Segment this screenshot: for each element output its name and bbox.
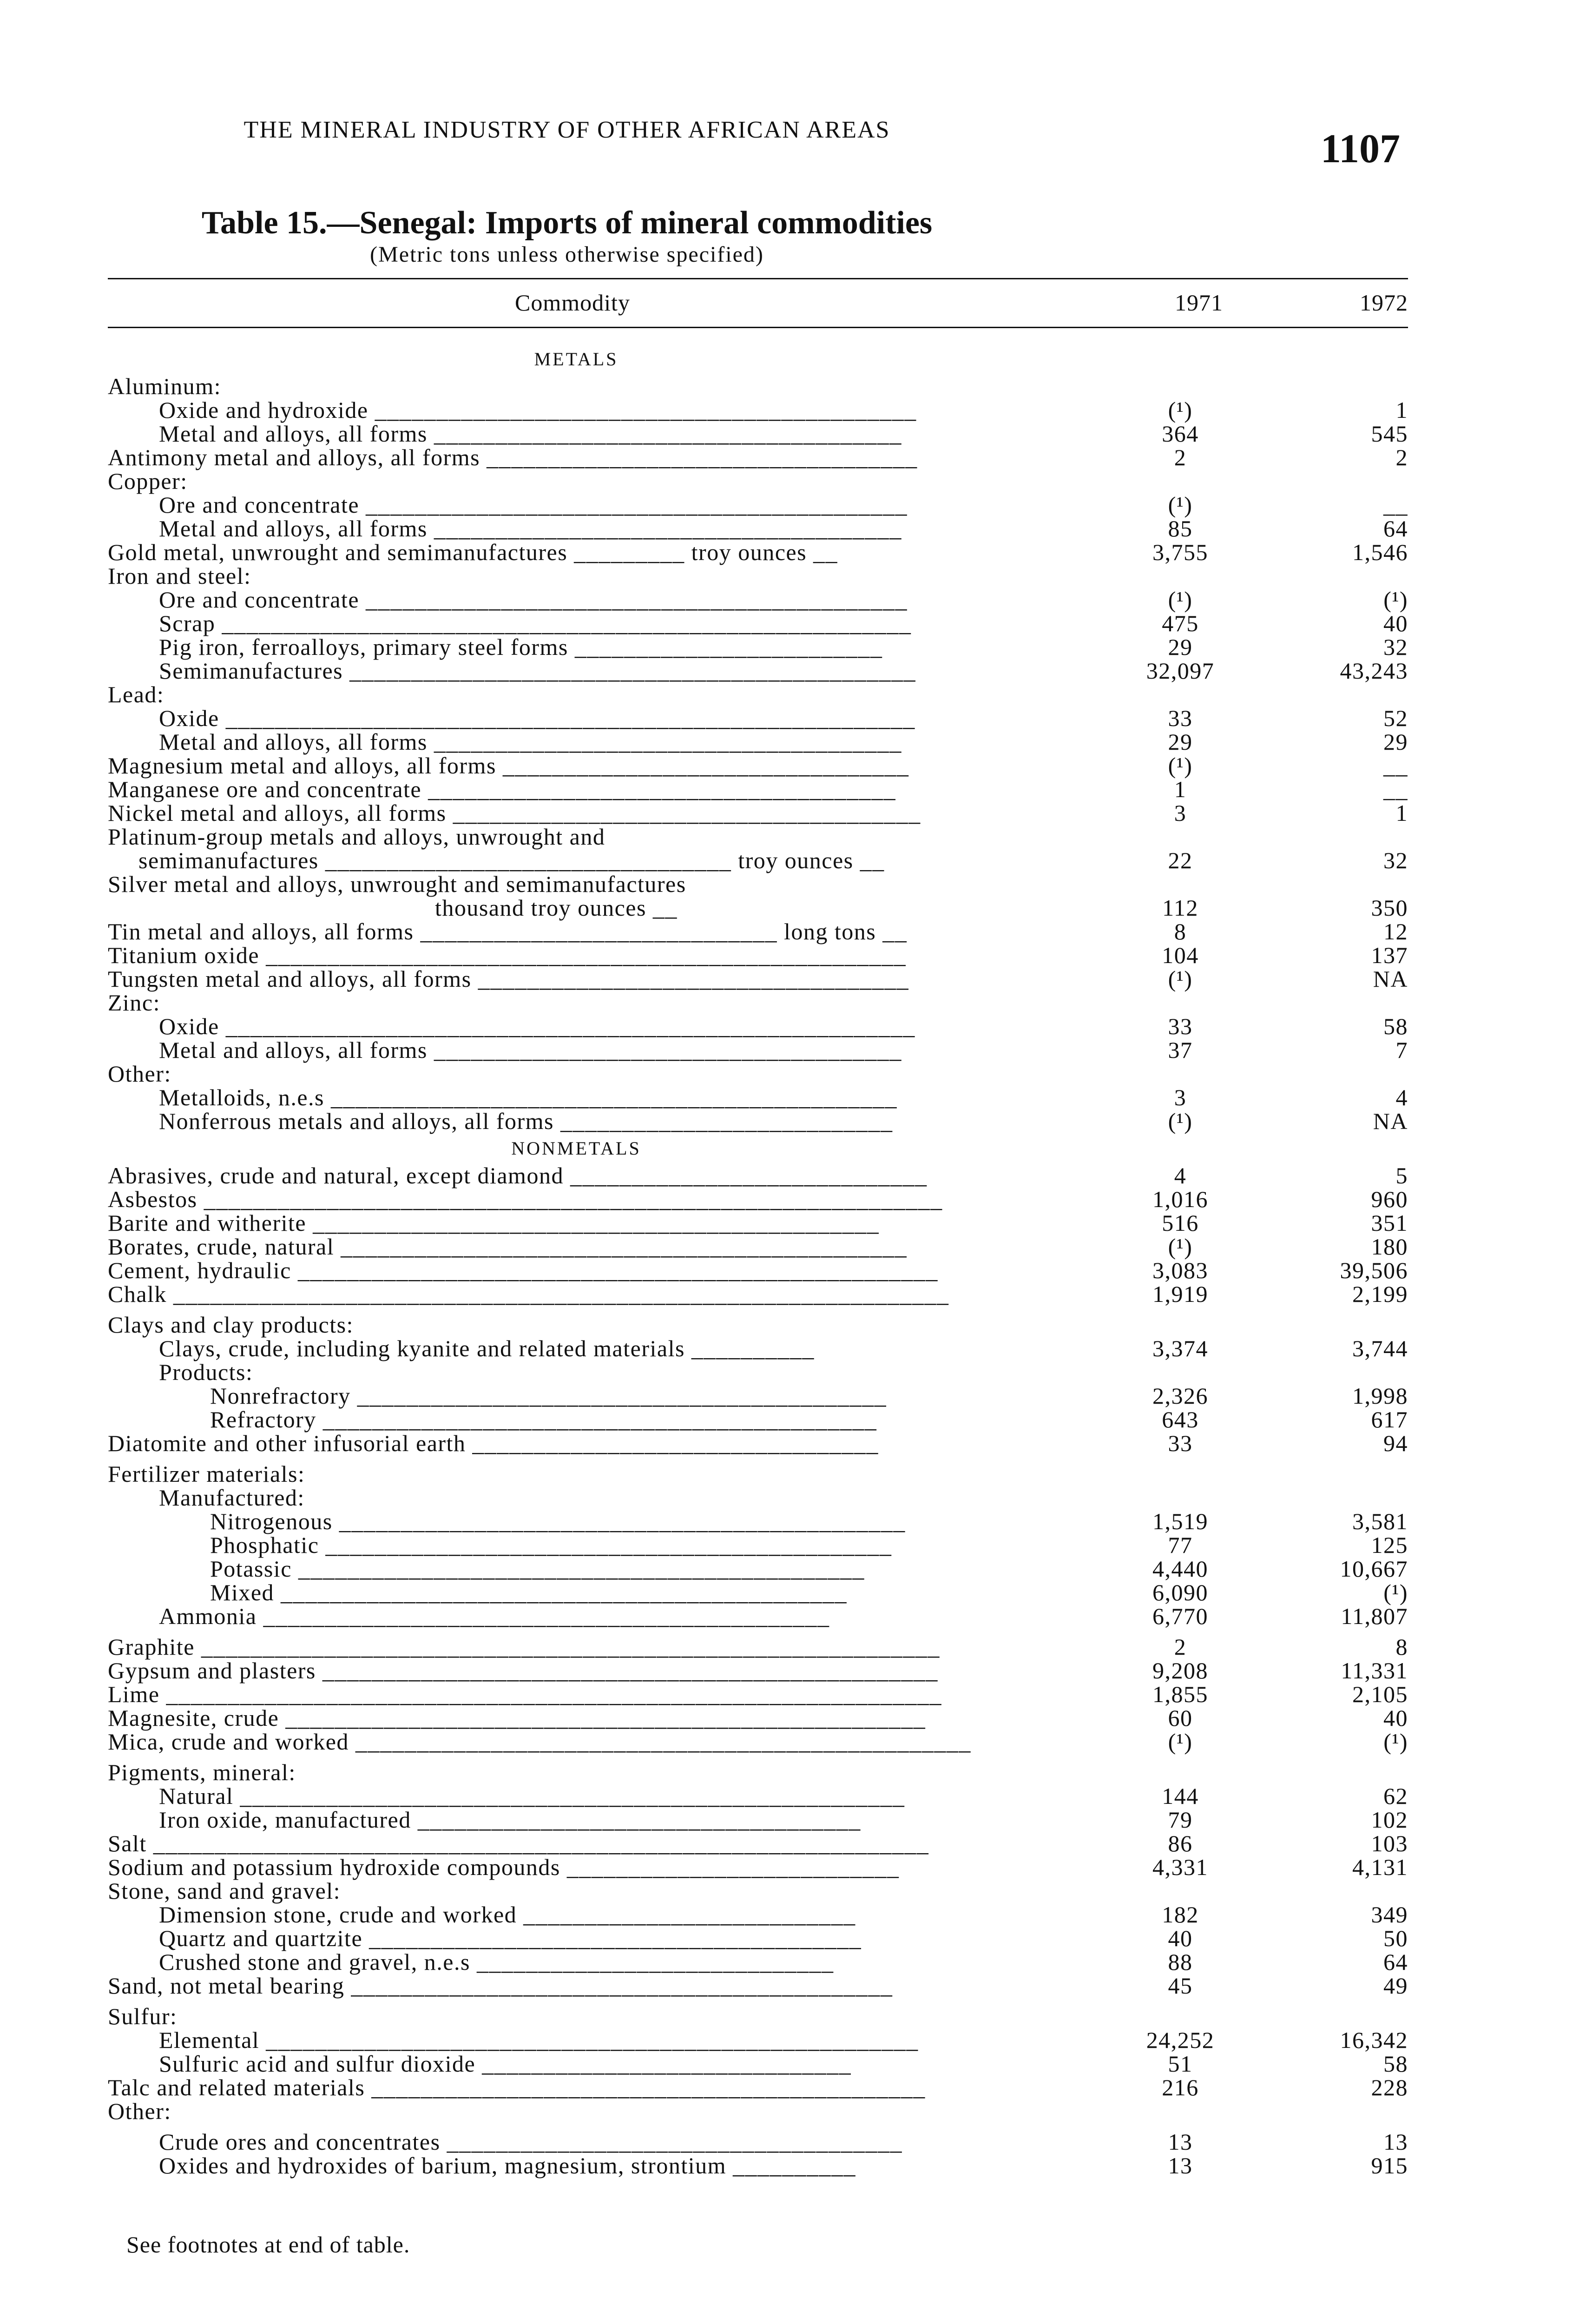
table-row [0, 1832, 1586, 1855]
value-1972: 64 [1383, 515, 1408, 541]
value-1971: 1,919 [1152, 1281, 1208, 1307]
section-heading [0, 344, 1586, 375]
commodity-label: Magnesium metal and alloys, all forms _________________________________ [108, 753, 909, 779]
row-spacer [0, 1998, 1586, 2005]
value-1972: 545 [1371, 421, 1408, 447]
value-1971: 2,326 [1152, 1383, 1208, 1409]
value-1972: (¹) [1383, 1579, 1408, 1605]
value-1971: 516 [1162, 1210, 1199, 1236]
commodity-label: Nickel metal and alloys, all forms ______________________________________ [108, 800, 921, 826]
table-row [0, 1533, 1586, 1557]
value-1971: (¹) [1168, 397, 1193, 423]
value-1971: 3 [1174, 1084, 1187, 1110]
commodity-label: Salt _______________________________________________________________ [108, 1830, 929, 1856]
value-1972: 11,807 [1341, 1603, 1408, 1629]
value-1971: 33 [1168, 1430, 1193, 1456]
value-1972: 617 [1371, 1406, 1408, 1433]
commodity-label: Metal and alloys, all forms ______________________________________ [159, 515, 902, 541]
value-1971: 4,440 [1152, 1556, 1208, 1582]
table-row [0, 1360, 1586, 1384]
value-1971: 51 [1168, 2051, 1193, 2077]
section-heading-label: METALS [534, 349, 619, 370]
value-1971: 3,374 [1152, 1335, 1208, 1361]
value-1971: 4 [1174, 1162, 1187, 1188]
commodity-label: Phosphatic ______________________________________________ [210, 1532, 892, 1558]
value-1972: NA [1373, 1108, 1408, 1134]
value-1972: 62 [1383, 1783, 1408, 1809]
commodity-label: Diatomite and other infusorial earth _________________________________ [108, 1430, 879, 1456]
commodity-label: Pigments, mineral: [108, 1759, 296, 1785]
table-row [0, 1808, 1586, 1832]
value-1972: 39,506 [1340, 1257, 1408, 1283]
table-row [0, 1730, 1586, 1754]
table-row [0, 635, 1586, 659]
value-1972: 7 [1395, 1037, 1408, 1063]
value-1972: __ [1383, 776, 1408, 802]
table-row [0, 1211, 1586, 1235]
value-1971: 144 [1162, 1783, 1199, 1809]
commodity-label: Sand, not metal bearing ____________________________________________ [108, 1973, 893, 1999]
value-1972: 40 [1383, 1705, 1408, 1731]
table-row [0, 1164, 1586, 1188]
table-row [0, 1313, 1586, 1337]
value-1971: 33 [1168, 1013, 1193, 1039]
commodity-label: thousand troy ounces __ [435, 895, 678, 921]
value-1971: 2 [1174, 1634, 1187, 1660]
commodity-label: Other: [108, 1061, 171, 1087]
commodity-label: Zinc: [108, 990, 161, 1016]
value-1971: 77 [1168, 1532, 1193, 1558]
table-row [0, 944, 1586, 967]
table-row [0, 991, 1586, 1015]
value-1972: 2,199 [1352, 1281, 1408, 1307]
commodity-label: Other: [108, 2098, 171, 2124]
value-1972: 49 [1383, 1973, 1408, 1999]
commodity-label: Iron and steel: [108, 563, 251, 589]
commodity-label: Quartz and quartzite ________________________________________ [159, 1925, 862, 1951]
value-1972: 58 [1383, 2051, 1408, 2077]
value-1971: 4,331 [1152, 1854, 1208, 1880]
commodity-label: Titanium oxide ____________________________________________________ [108, 942, 907, 968]
table-row [0, 778, 1586, 801]
value-1971: 22 [1168, 847, 1193, 873]
commodity-label: Ore and concentrate ____________________________________________ [159, 587, 908, 613]
table-row [0, 2076, 1586, 2100]
value-1972: 16,342 [1340, 2027, 1408, 2053]
value-1972: 10,667 [1340, 1556, 1408, 1582]
value-1971: 1 [1174, 776, 1187, 802]
value-1971: 29 [1168, 634, 1193, 660]
table-row [0, 564, 1586, 588]
value-1972: 180 [1371, 1234, 1408, 1260]
value-1972: 351 [1371, 1210, 1408, 1236]
table-row [0, 517, 1586, 541]
commodity-label: Tin metal and alloys, all forms _____________________________ long tons __ [108, 918, 908, 944]
commodity-label: Graphite ____________________________________________________________ [108, 1634, 940, 1660]
table-row [0, 1761, 1586, 1784]
column-header-commodity: Commodity [515, 290, 630, 316]
commodity-label: Metal and alloys, all forms ______________________________________ [159, 1037, 902, 1063]
table-row [0, 1038, 1586, 1062]
value-1972: 1 [1395, 397, 1408, 423]
table-row [0, 706, 1586, 730]
commodity-label: Ammonia ______________________________________________ [159, 1603, 830, 1629]
value-1971: 3,083 [1152, 1257, 1208, 1283]
section-heading-label: NONMETALS [511, 1138, 641, 1159]
table-row [0, 1086, 1586, 1109]
commodity-label: Borates, crude, natural ______________________________________________ [108, 1234, 908, 1260]
commodity-label: Lime _______________________________________________________________ [108, 1681, 942, 1707]
value-1971: 182 [1162, 1901, 1199, 1928]
commodity-label: semimanufactures _________________________________ troy ounces __ [138, 847, 885, 873]
value-1971: 13 [1168, 2152, 1193, 2179]
value-1972: 350 [1371, 895, 1408, 921]
table-row [0, 2052, 1586, 2076]
commodity-label: Manganese ore and concentrate ______________________________________ [108, 776, 896, 802]
value-1971: 79 [1168, 1807, 1193, 1833]
commodity-label: Nitrogenous ______________________________________________ [210, 1508, 906, 1534]
table-body [0, 344, 1586, 2178]
commodity-label: Abrasives, crude and natural, except diamond _____________________________ [108, 1162, 928, 1188]
table-header-rule [108, 327, 1408, 328]
commodity-label: Fertilizer materials: [108, 1461, 305, 1487]
commodity-label: Crude ores and concentrates _____________________________________ [159, 2129, 903, 2155]
table-row [0, 541, 1586, 564]
value-1972: 915 [1371, 2152, 1408, 2179]
value-1972: NA [1373, 966, 1408, 992]
value-1972: 52 [1383, 705, 1408, 731]
value-1971: (¹) [1168, 492, 1193, 518]
value-1971: 2 [1174, 444, 1187, 470]
commodity-label: Semimanufactures ______________________________________________ [159, 658, 916, 684]
table-row [0, 1109, 1586, 1133]
commodity-label: Clays and clay products: [108, 1312, 354, 1338]
commodity-label: Manufactured: [159, 1485, 305, 1511]
table-row [0, 730, 1586, 754]
table-row [0, 2130, 1586, 2154]
table-row [0, 1432, 1586, 1455]
table-row [0, 1683, 1586, 1706]
commodity-label: Metalloids, n.e.s ______________________________________________ [159, 1084, 898, 1110]
value-1971: 1,016 [1152, 1186, 1208, 1212]
value-1971: 32,097 [1146, 658, 1215, 684]
table-row [0, 2100, 1586, 2123]
footnote: See footnotes at end of table. [126, 2232, 410, 2258]
value-1971: 216 [1162, 2074, 1199, 2100]
commodity-label: Dimension stone, crude and worked ___________________________ [159, 1901, 856, 1928]
value-1971: (¹) [1168, 966, 1193, 992]
commodity-label: Lead: [108, 681, 165, 707]
value-1971: 3,755 [1152, 539, 1208, 565]
value-1971: 13 [1168, 2129, 1193, 2155]
commodity-label: Clays, crude, including kyanite and related materials __________ [159, 1335, 815, 1361]
value-1972: 102 [1371, 1807, 1408, 1833]
table-row [0, 1706, 1586, 1730]
running-head: THE MINERAL INDUSTRY OF OTHER AFRICAN AREAS [243, 117, 890, 143]
value-1972: 50 [1383, 1925, 1408, 1951]
commodity-label: Oxide ________________________________________________________ [159, 1013, 915, 1039]
table-row [0, 1855, 1586, 1879]
table-row [0, 1604, 1586, 1628]
value-1972: (¹) [1383, 1729, 1408, 1755]
value-1972: 29 [1383, 729, 1408, 755]
table-row [0, 612, 1586, 635]
value-1972: 64 [1383, 1949, 1408, 1975]
commodity-label: Silver metal and alloys, unwrought and semimanufactures [108, 871, 686, 897]
commodity-label: Gypsum and plasters __________________________________________________ [108, 1657, 938, 1684]
table-row [0, 2154, 1586, 2178]
value-1972: __ [1383, 753, 1408, 779]
value-1972: 3,744 [1352, 1335, 1408, 1361]
table-row [0, 1259, 1586, 1282]
table-row [0, 1557, 1586, 1581]
value-1972: 228 [1371, 2074, 1408, 2100]
table-row [0, 493, 1586, 517]
value-1972: 4 [1395, 1084, 1408, 1110]
table-top-rule [108, 278, 1408, 279]
table-row [0, 1879, 1586, 1903]
table-row [0, 1927, 1586, 1950]
value-1971: 40 [1168, 1925, 1193, 1951]
commodity-label: Refractory _____________________________________________ [210, 1406, 877, 1433]
table-row [0, 1188, 1586, 1211]
value-1971: 60 [1168, 1705, 1193, 1731]
value-1971: 1,519 [1152, 1508, 1208, 1534]
commodity-label: Sulfuric acid and sulfur dioxide ______________________________ [159, 2051, 852, 2077]
table-row [0, 446, 1586, 469]
commodity-label: Scrap ________________________________________________________ [159, 610, 912, 636]
table-row [0, 872, 1586, 896]
value-1972: (¹) [1383, 587, 1408, 613]
commodity-label: Ore and concentrate ____________________________________________ [159, 492, 908, 518]
value-1971: (¹) [1168, 1729, 1193, 1755]
value-1972: 12 [1383, 918, 1408, 944]
table-row [0, 1015, 1586, 1038]
value-1972: 125 [1371, 1532, 1408, 1558]
commodity-label: Gold metal, unwrought and semimanufactures _________ troy ounces __ [108, 539, 838, 565]
table-row [0, 1581, 1586, 1604]
value-1972: 43,243 [1340, 658, 1408, 684]
table-row [0, 1974, 1586, 1998]
table-row [0, 1659, 1586, 1683]
value-1971: 6,770 [1152, 1603, 1208, 1629]
commodity-label: Barite and witherite ______________________________________________ [108, 1210, 880, 1236]
column-header-1971: 1971 [1175, 290, 1223, 316]
commodity-label: Mica, crude and worked __________________________________________________ [108, 1729, 971, 1755]
table-subtitle: (Metric tons unless otherwise specified) [370, 242, 764, 267]
value-1972: __ [1383, 492, 1408, 518]
value-1971: 3 [1174, 800, 1187, 826]
commodity-label: Talc and related materials _____________________________________________ [108, 2074, 926, 2100]
value-1972: 32 [1383, 847, 1408, 873]
commodity-label: Chalk _______________________________________________________________ [108, 1281, 949, 1307]
value-1972: 1,546 [1352, 539, 1408, 565]
table-row [0, 1408, 1586, 1432]
value-1972: 8 [1395, 1634, 1408, 1660]
commodity-label: Oxide ________________________________________________________ [159, 705, 915, 731]
value-1971: (¹) [1168, 1234, 1193, 1260]
value-1971: 9,208 [1152, 1657, 1208, 1684]
table-row [0, 1950, 1586, 1974]
commodity-label: Nonrefractory ___________________________________________ [210, 1383, 887, 1409]
value-1972: 94 [1383, 1430, 1408, 1456]
commodity-label: Pig iron, ferroalloys, primary steel forms _________________________ [159, 634, 883, 660]
table-row [0, 896, 1586, 920]
table-row [0, 1510, 1586, 1533]
commodity-label: Metal and alloys, all forms ______________________________________ [159, 729, 902, 755]
commodity-label: Metal and alloys, all forms ______________________________________ [159, 421, 902, 447]
table-row [0, 1384, 1586, 1408]
table-row [0, 683, 1586, 706]
table-row [0, 801, 1586, 825]
commodity-label: Potassic ______________________________________________ [210, 1556, 865, 1582]
value-1971: (¹) [1168, 1108, 1193, 1134]
value-1972: 3,581 [1352, 1508, 1408, 1534]
table-row [0, 2028, 1586, 2052]
value-1972: 32 [1383, 634, 1408, 660]
value-1972: 40 [1383, 610, 1408, 636]
commodity-label: Tungsten metal and alloys, all forms ___________________________________ [108, 966, 909, 992]
table-row [0, 1235, 1586, 1259]
value-1971: 37 [1168, 1037, 1193, 1063]
table-row [0, 1462, 1586, 1486]
page-number: 1107 [1320, 126, 1400, 172]
table-row [0, 1635, 1586, 1659]
value-1972: 5 [1395, 1162, 1408, 1188]
table-row [0, 1062, 1586, 1086]
commodity-label: Magnesite, crude ____________________________________________________ [108, 1705, 926, 1731]
table-row [0, 920, 1586, 944]
table-row [0, 1903, 1586, 1927]
value-1971: 643 [1162, 1406, 1199, 1433]
value-1971: 86 [1168, 1830, 1193, 1856]
table-row [0, 849, 1586, 872]
value-1971: 112 [1162, 895, 1198, 921]
commodity-label: Crushed stone and gravel, n.e.s _____________________________ [159, 1949, 834, 1975]
table-row [0, 967, 1586, 991]
commodity-label: Antimony metal and alloys, all forms ___________________________________ [108, 444, 918, 470]
value-1971: 104 [1162, 942, 1199, 968]
value-1971: 88 [1168, 1949, 1193, 1975]
table-row [0, 659, 1586, 683]
table-row [0, 754, 1586, 778]
value-1971: 33 [1168, 705, 1193, 731]
commodity-label: Elemental _____________________________________________________ [159, 2027, 919, 2053]
commodity-label: Sodium and potassium hydroxide compounds ___________________________ [108, 1854, 900, 1880]
table-row [0, 1784, 1586, 1808]
value-1972: 103 [1371, 1830, 1408, 1856]
value-1972: 1,998 [1352, 1383, 1408, 1409]
value-1972: 58 [1383, 1013, 1408, 1039]
value-1972: 349 [1371, 1901, 1408, 1928]
value-1972: 137 [1371, 942, 1408, 968]
value-1971: (¹) [1168, 753, 1193, 779]
table-row [0, 1486, 1586, 1510]
table-row [0, 375, 1586, 398]
table-row [0, 422, 1586, 446]
column-header-1972: 1972 [1360, 290, 1408, 316]
value-1971: 24,252 [1146, 2027, 1215, 2053]
commodity-label: Stone, sand and gravel: [108, 1878, 341, 1904]
table-row [0, 2005, 1586, 2028]
commodity-label: Products: [159, 1359, 253, 1385]
commodity-label: Platinum-group metals and alloys, unwrought and [108, 824, 605, 850]
value-1971: 364 [1162, 421, 1199, 447]
value-1972: 960 [1371, 1186, 1408, 1212]
table-row [0, 1282, 1586, 1306]
value-1971: 475 [1162, 610, 1199, 636]
commodity-label: Copper: [108, 468, 188, 494]
commodity-label: Asbestos ____________________________________________________________ [108, 1186, 943, 1212]
commodity-label: Cement, hydraulic ____________________________________________________ [108, 1257, 938, 1283]
section-heading [0, 1133, 1586, 1164]
value-1971: 29 [1168, 729, 1193, 755]
commodity-label: Sulfur: [108, 2003, 178, 2029]
value-1972: 4,131 [1352, 1854, 1408, 1880]
value-1971: 8 [1174, 918, 1187, 944]
table-row [0, 469, 1586, 493]
value-1971: (¹) [1168, 587, 1193, 613]
value-1971: 85 [1168, 515, 1193, 541]
value-1972: 2 [1395, 444, 1408, 470]
commodity-label: Iron oxide, manufactured ____________________________________ [159, 1807, 861, 1833]
value-1972: 13 [1383, 2129, 1408, 2155]
value-1971: 6,090 [1152, 1579, 1208, 1605]
commodity-label: Natural ______________________________________________________ [159, 1783, 905, 1809]
commodity-label: Oxide and hydroxide ____________________________________________ [159, 397, 917, 423]
table-title: Table 15.—Senegal: Imports of mineral commodities [201, 205, 933, 241]
table-row [0, 588, 1586, 612]
value-1971: 45 [1168, 1973, 1193, 1999]
commodity-label: Oxides and hydroxides of barium, magnesium, strontium __________ [159, 2152, 856, 2179]
commodity-label: Mixed ______________________________________________ [210, 1579, 848, 1605]
value-1971: 1,855 [1152, 1681, 1208, 1707]
value-1972: 1 [1395, 800, 1408, 826]
value-1972: 2,105 [1352, 1681, 1408, 1707]
table-row [0, 825, 1586, 849]
table-row [0, 398, 1586, 422]
commodity-label: Aluminum: [108, 373, 222, 399]
table-row [0, 1337, 1586, 1360]
value-1972: 11,331 [1341, 1657, 1408, 1684]
commodity-label: Nonferrous metals and alloys, all forms ___________________________ [159, 1108, 893, 1134]
